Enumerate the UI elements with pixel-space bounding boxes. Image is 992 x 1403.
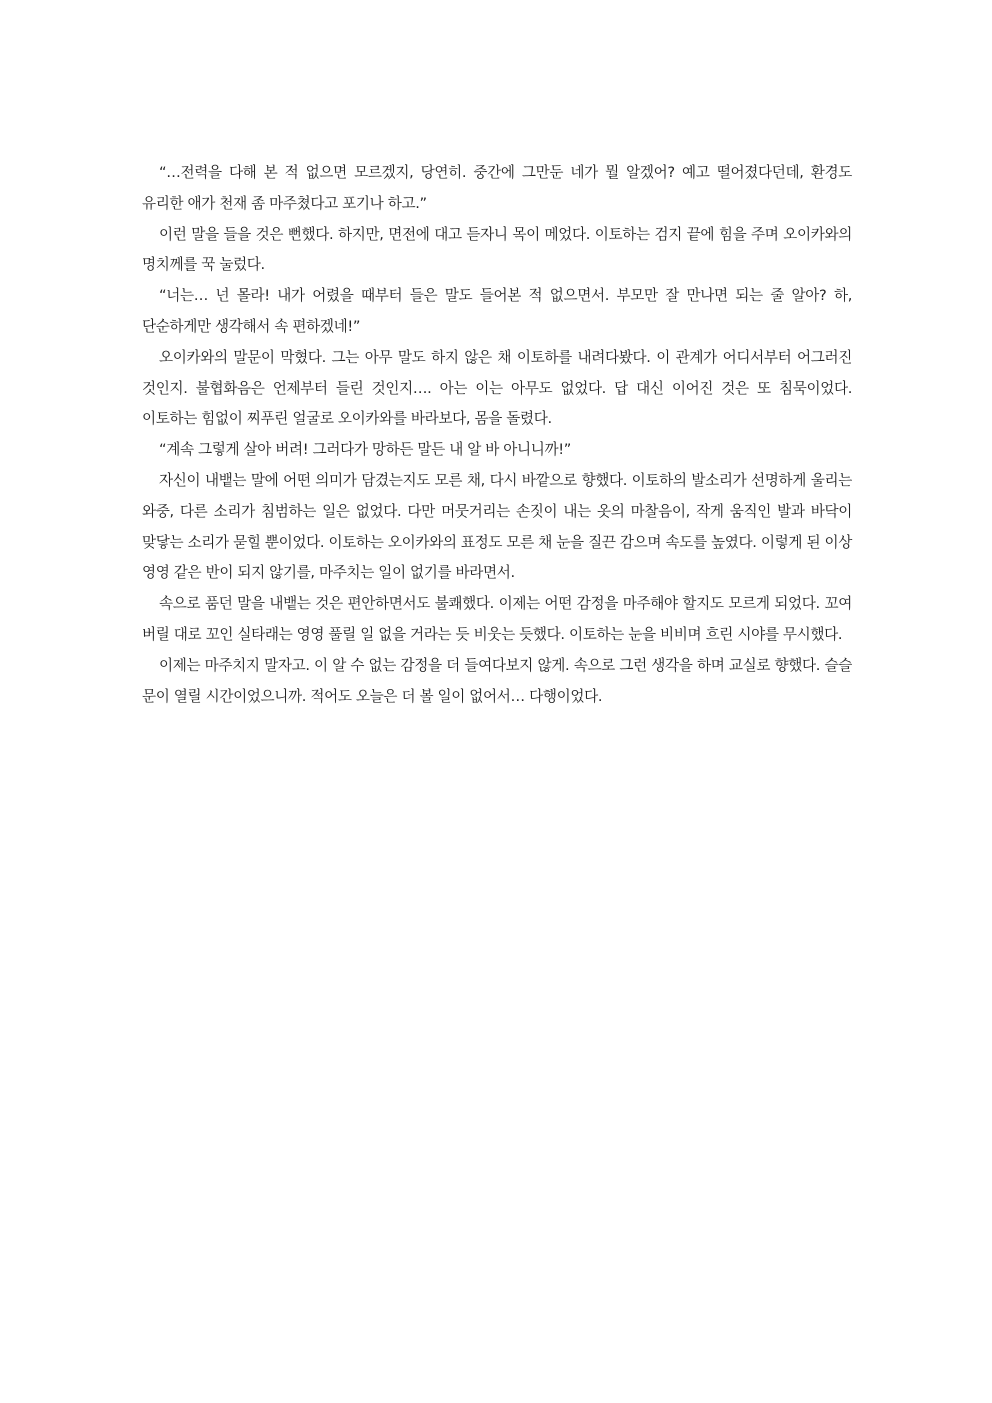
paragraph-6: 자신이 내뱉는 말에 어떤 의미가 담겼는지도 모른 채, 다시 바깥으로 향했다. 이토하의 발소리가 선명하게 울리는 와중, 다른 소리가 침범하는 일은 없었다. 다만 머뭇거리는 손짓이 내는 옷의 마찰음이, 작게 움직인 발과 바닥이 맞닿는 소리가 묻힐 뿐이었다. 이토하는 오이카와의 표정도 모른 채 눈을 질끈 감으며 속도를 높였다. 이렇게 된 이상 영영 같은 반이 되지 않기를, 마주치는 일이 없기를 바라면서. [142,471,852,582]
paragraph-8: 이제는 마주치지 말자고. 이 알 수 없는 감정을 더 들여다보지 않게. 속으로 그런 생각을 하며 교실로 향했다. 슬슬 문이 열릴 시간이었으니까. 적어도 오늘은 더 볼 일이 없어서… 다행이었다. [142,656,852,705]
paragraph-3: “너는… 넌 몰라! 내가 어렸을 때부터 들은 말도 들어본 적 없으면서. 부모만 잘 만나면 되는 줄 알아? 하, 단순하게만 생각해서 속 편하겠네!” [142,287,852,335]
body-text [142,158,852,712]
paragraph-5: “계속 그렇게 살아 버려! 그러다가 망하든 말든 내 알 바 아니니까!” [159,441,572,459]
paragraph-7: 속으로 품던 말을 내뱉는 것은 편안하면서도 불쾌했다. 이제는 어떤 감정을 마주해야 할지도 모르게 되었다. 꼬여 버릴 대로 꼬인 실타래는 영영 풀릴 일 없을 거라는 듯 비웃는 듯했다. 이토하는 눈을 비비며 흐린 시야를 무시했다. [142,595,852,643]
paragraph-2: 이런 말을 들을 것은 뻔했다. 하지만, 면전에 대고 듣자니 목이 메었다. 이토하는 검지 끝에 힘을 주며 오이카와의 명치께를 꾹 눌렀다. [142,225,852,274]
paragraph-4: 오이카와의 말문이 막혔다. 그는 아무 말도 하지 않은 채 이토하를 내려다봤다. 이 관계가 어디서부터 어그러진 것인지. 불협화음은 언제부터 들린 것인지…. 아는 이는 아무도 없었다. 답 대신 이어진 것은 또 침묵이었다. 이토하는 힘없이 찌푸린 얼굴로 오이카와를 바라보다, 몸을 돌렸다. [142,348,852,428]
paragraph-1: “…전력을 다해 본 적 없으면 모르겠지, 당연히. 중간에 그만둔 네가 뭘 알겠어? 예고 떨어졌다던데, 환경도 유리한 애가 천재 좀 마주쳤다고 포기나 하고.” [142,164,852,212]
